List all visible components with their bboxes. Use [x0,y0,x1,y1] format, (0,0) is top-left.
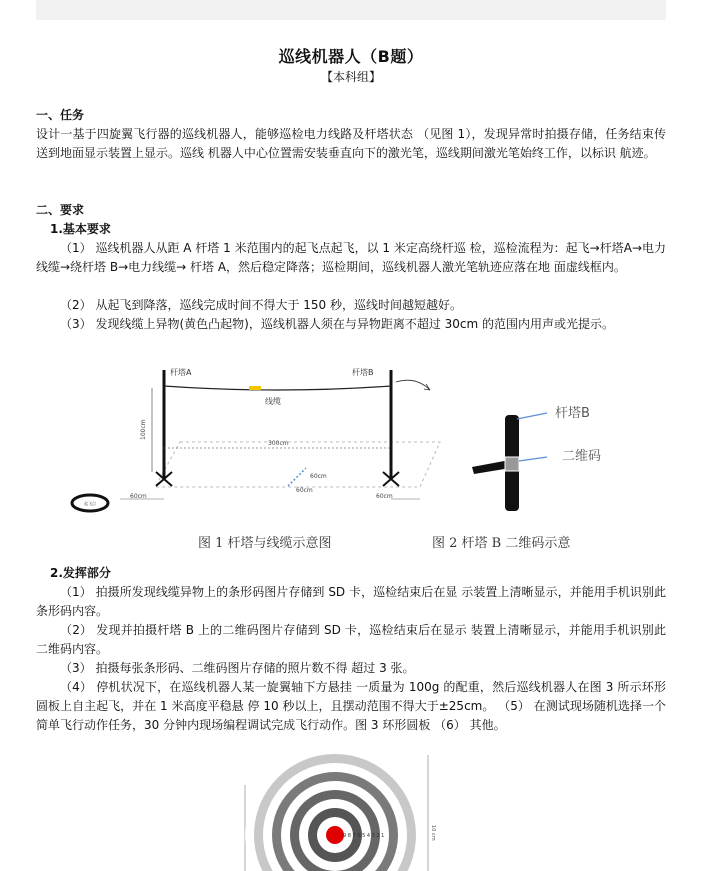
span-label: 300cm [268,440,289,447]
basic-req-heading: 1.基本要求 [50,222,111,236]
dim-1-label: 60cm [310,473,327,480]
figure-1 [60,362,440,552]
pole-b-fig2-label: 杆塔B [555,406,590,421]
figure-2-caption: 图 2 杆塔 B 二维码示意 [432,536,571,551]
target-ring-numbers: 9 8 7 6 5 4 3 2 1 [343,833,385,839]
advanced-item-2: （2） 发现并拍摄杆塔 B 上的二维码图片存储到 SD 卡，巡检结束后在显示 装置上清晰显示，并能用手机识别此二维码内容。 [36,623,666,656]
advanced-item-3: （3） 拍摄每张条形码、二维码图片存储的照片数不得 超过 3 张。 [60,661,415,675]
diagonal-marker [288,468,306,486]
cable-line [164,386,391,390]
target-rings [245,745,425,871]
advanced-item-1: （1） 拍摄所发现线缆异物上的条形码图片存储到 SD 卡，巡检结束后在显 示装置上清晰显示，并能用手机识别此条形码内容。 [36,585,666,618]
qr-code-label: 二维码 [562,449,602,464]
page-subtitle: 【本科组】 [320,70,381,84]
cable-label: 线缆 [265,397,281,406]
basic-item-3: （3） 发现线缆上异物(黄色凸起物)，巡线机器人须在与异物距离不超过 30cm 的范围内用声或光提示。 [60,317,615,331]
figure-3-target [240,745,440,871]
figure-1-caption: 图 1 杆塔与线缆示意图 [198,536,332,551]
target-side-label: 10 cm [430,825,436,841]
dim-2-label: 60cm [296,487,313,494]
pole-a-label: 杆塔A [170,368,192,377]
advanced-heading: 2.发挥部分 [50,566,111,580]
target-bullseye [326,826,344,844]
qr-code-patch [505,457,519,471]
advanced-item-4: （4） 停机状况下，在巡线机器人某一旋翼轴下方悬挂 一质量为 100g 的配重，然后巡线机器人在图 3 所示环形圆板上自主起飞，并在 1 米高度平稳悬 停 10 秒以上，且摆动范围不得大于±25cm。 （5） 在测试现场随机选择一个简单飞行动作任务，30 分钟内现场编程调试完成飞行动作。图 3 环形圆板 （6） 其他。 [36,680,666,732]
section-task-heading: 一、任务 [36,108,85,122]
section-task-text: 设计一基于四旋翼飞行器的巡线机器人，能够巡检电力线路及杆塔状态 （见图 1），发现异常时拍摄存储，任务结束传送到地面显示装置上显示。巡线 机器人中心位置需安装垂直向下的激光笔，巡线期间激光笔始终工作，以标识 航迹。 [36,127,666,160]
pole-label-pointer [517,413,547,419]
foreign-object-marker [249,386,261,390]
right-base-label: 60cm [376,493,393,500]
left-base-label: 60cm [130,493,147,500]
ground-dashed-box [155,442,440,487]
qr-label-pointer [519,457,547,461]
top-bar [36,0,666,20]
height-label: 100cm [140,419,147,440]
section-req-heading: 二、要求 [36,203,85,217]
curved-arrow [396,380,430,390]
page-title: 巡线机器人（B题） [278,47,424,66]
basic-item-2: （2） 从起飞到降落，巡线完成时间不得大于 150 秒，巡线时间越短越好。 [60,298,462,312]
figure-2 [432,395,655,552]
basic-item-1: （1） 巡线机器人从距 A 杆塔 1 米范围内的起飞点起飞，以 1 米定高绕杆巡 检，巡检流程为：起飞→杆塔A→电力线缆→绕杆塔 B→电力线缆→ 杆塔 A，然后稳定降落；巡检期间，巡线机器人激光笔轨迹应落在地 面虚线框内。 [36,241,666,274]
takeoff-pad-label: 起飞点 [84,501,96,506]
pole-b-label: 杆塔B [352,368,374,377]
